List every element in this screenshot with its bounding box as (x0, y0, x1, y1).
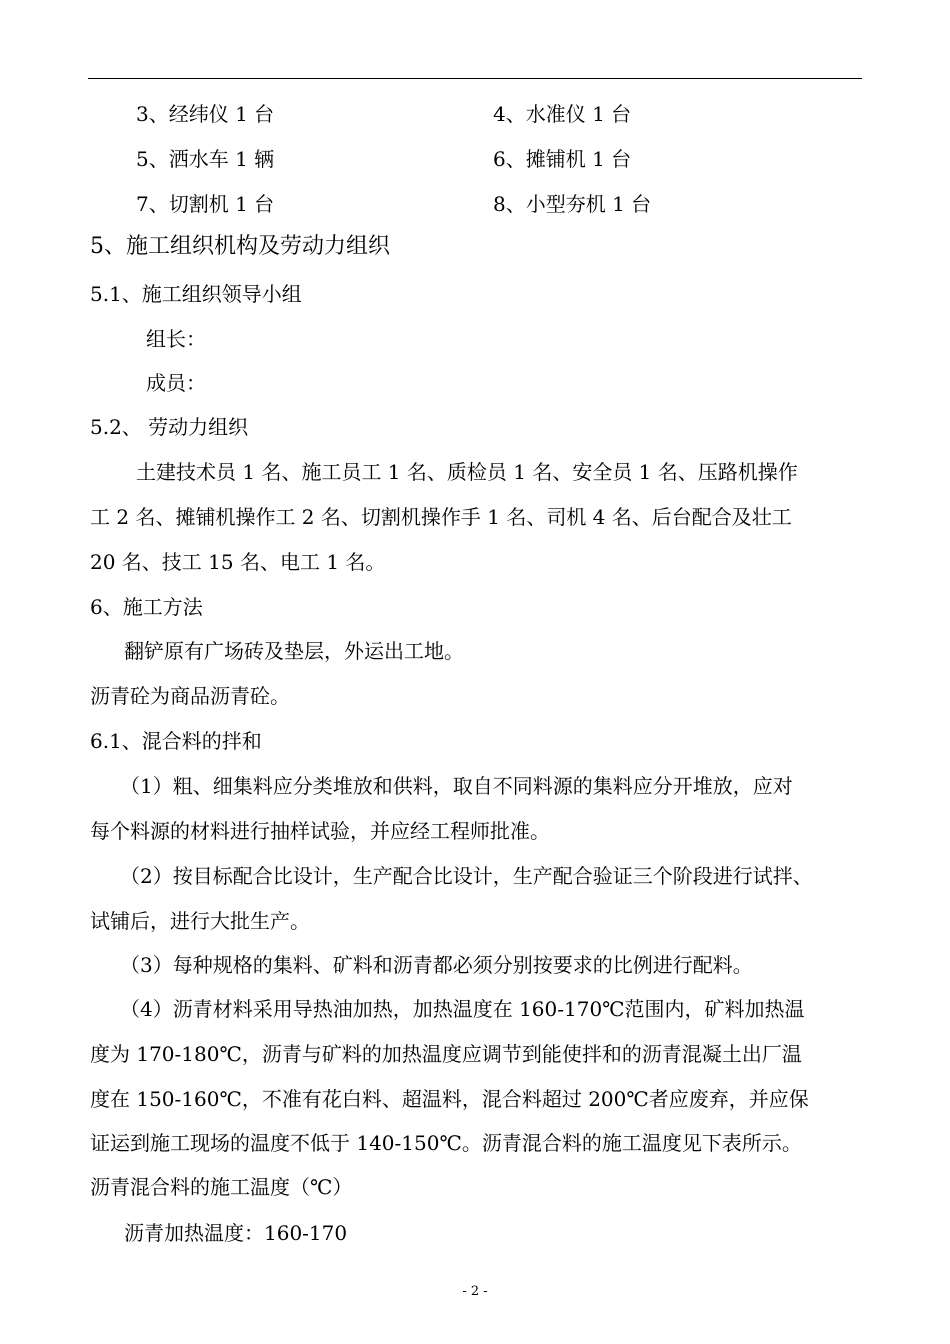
members-label: 成员： (146, 371, 206, 395)
leader-label: 组长： (146, 327, 206, 351)
equipment-item: 8、小型夯机 1 台 (493, 192, 652, 216)
section-6-heading: 6、施工方法 (90, 595, 203, 619)
section-5-1-heading: 5.1、施工组织领导小组 (90, 282, 302, 306)
method-intro: 翻铲原有广场砖及垫层，外运出工地。 (124, 639, 464, 663)
item-3-line: （3）每种规格的集料、矿料和沥青都必须分别按要求的比例进行配料。 (120, 953, 753, 977)
labor-paragraph-line: 工 2 名、摊铺机操作工 2 名、切割机操作手 1 名、司机 4 名、后台配合及壮工 (90, 505, 792, 529)
item-4-line: 度为 170-180℃，沥青与矿料的加热温度应调节到能使拌和的沥青混凝土出厂温 (90, 1042, 802, 1066)
equipment-item: 3、经纬仪 1 台 (136, 102, 275, 126)
page-number: - 2 - (462, 1284, 488, 1299)
equipment-item: 4、水准仪 1 台 (493, 102, 632, 126)
item-2-line: 试铺后，进行大批生产。 (90, 909, 310, 933)
item-4-line: 度在 150-160℃，不准有花白料、超温料，混合料超过 200℃者应废弃，并应保 (90, 1087, 809, 1111)
asphalt-note: 沥青砼为商品沥青砼。 (90, 684, 290, 708)
item-1-line: 每个料源的材料进行抽样试验，并应经工程师批准。 (90, 819, 550, 843)
section-6-1-heading: 6.1、混合料的拌和 (90, 729, 262, 753)
item-4-line: （4）沥青材料采用导热油加热，加热温度在 160-170℃范围内，矿料加热温 (120, 997, 805, 1021)
item-2-line: （2）按目标配合比设计，生产配合比设计，生产配合验证三个阶段进行试拌、 (120, 864, 813, 888)
section-5-2-heading: 5.2、 劳动力组织 (90, 415, 249, 439)
labor-paragraph-line: 土建技术员 1 名、施工员工 1 名、质检员 1 名、安全员 1 名、压路机操作 (136, 460, 798, 484)
equipment-item: 7、切割机 1 台 (136, 192, 275, 216)
item-1-line: （1）粗、细集料应分类堆放和供料，取自不同料源的集料应分开堆放，应对 (120, 774, 793, 798)
equipment-item: 5、洒水车 1 辆 (136, 147, 275, 171)
asphalt-heating-temperature: 沥青加热温度：160-170 (124, 1221, 348, 1245)
temperature-table-title: 沥青混合料的施工温度（℃） (90, 1175, 353, 1199)
header-rule (88, 78, 862, 79)
item-4-line: 证运到施工现场的温度不低于 140-150℃。沥青混合料的施工温度见下表所示。 (90, 1131, 802, 1155)
labor-paragraph-line: 20 名、技工 15 名、电工 1 名。 (90, 550, 386, 574)
equipment-item: 6、摊铺机 1 台 (493, 147, 632, 171)
section-5-heading: 5、施工组织机构及劳动力组织 (90, 234, 390, 259)
